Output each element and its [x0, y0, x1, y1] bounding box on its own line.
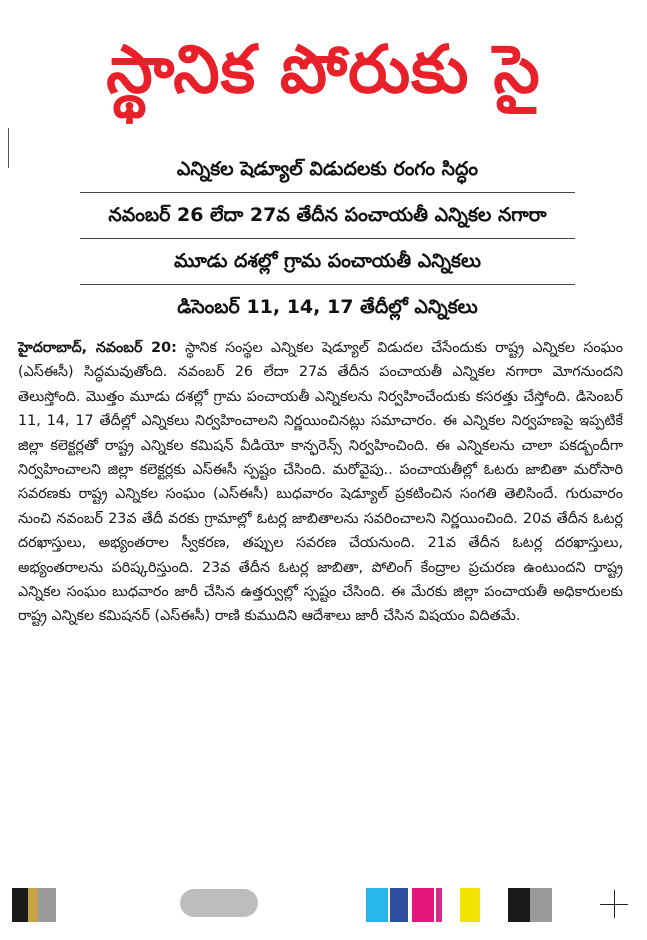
color-swatch — [508, 888, 530, 922]
headline: స్థానిక పోరుకు సై — [106, 31, 541, 108]
subheadline: డిసెంబర్ 11, 14, 17 తేదీల్లో ఎన్నికలు — [177, 296, 478, 318]
column-rule — [8, 128, 9, 168]
registration-pill — [180, 889, 258, 917]
subheadline: ఎన్నికల షెడ్యూల్ విడుదలకు రంగం సిద్ధం — [176, 158, 479, 180]
subheadlines — [25, 147, 630, 330]
dateline: హైదరాబాద్, నవంబర్ 20: — [18, 340, 177, 356]
color-swatch — [412, 888, 434, 922]
print-color-bar — [0, 880, 647, 940]
subheadline: నవంబర్ 26 లేదా 27వ తేదీన పంచాయతీ ఎన్నికల నగారా — [108, 204, 547, 226]
subheadline: మూడు దశల్లో గ్రామ పంచాయతీ ఎన్నికలు — [174, 250, 481, 272]
color-swatch — [436, 888, 442, 922]
body-text: స్థానిక సంస్థల ఎన్నికల షెడ్యూల్ విడుదల చేసేందుకు రాష్ట్ర ఎన్నికల సంఘం (ఎస్ఈసీ) సిద్ధమవుతోంది. నవంబర్ 26 లేదా 27వ తేదీన పంచాయతీ ఎన్నికల నగారా మోగనుందని తెలుస్తోంది. మొత్తం మూడు దశల్లో గ్రామ పంచాయతీ ఎన్నికలను నిర్వహించేందుకు కసరత్తు చేస్తోంది. డిసెంబర్ 11, 14, 17 తేదీల్లో ఎన్నికలు నిర్వహించాలని నిర్ణయించినట్లు సమాచారం. ఈ ఎన్నికల నిర్వహణపై ఇప్పటికే జిల్లా కలెక్టర్లతో రాష్ట్ర ఎన్నికల కమిషన్ వీడియో కాన్ఫరెన్స్ నిర్వహించింది. ఈ ఎన్నికలను చాలా పకడ్బందీగా నిర్వహించాలని జిల్లా కలెక్టర్లకు ఎస్ఈసీ స్పష్టం చేసింది. మరోవైపు.. పంచాయతీల్లో ఓటరు జాబితా మరోసారి సవరణకు రాష్ట్ర ఎన్నికల సంఘం (ఎస్ఈసీ) బుధవారం షెడ్యూల్ ప్రకటించిన సంగతి తెలిసిందే. గురువారం నుంచి నవంబర్ 23వ తేదీ వరకు గ్రామాల్లో ఓటర్ల జాబితాలను సవరించాలని నిర్ణయించింది. 20వ తేదీన ఓటర్ల దరఖాస్తులు, అభ్యంతరాల స్వీకరణ, తప్పుల సవరణ చేయనుంది. 21వ తేదీన ఓటర్ల దరఖాస్తులు, అభ్యంతరాలను పరిష్కరిస్తుంది. 23వ తేదీన ఓటర్ల జాబితా, పోలింగ్ కేంద్రాల ప్రచురణ ఉంటుందని రాష్ట్ర ఎన్నికల సంఘం బుధవారం జారీ చేసిన ఉత్తర్వుల్లో స్పష్టం చేసింది. ఈ మేరకు జిల్లా పంచాయతీ అధికారులకు రాష్ట్ర ఎన్నికల కమిషనర్ (ఎస్ఈసీ) రాణి కుముదిని ఆదేశాలు జారీ చేసిన విషయం విదితమే. — [18, 340, 624, 625]
color-swatch — [366, 888, 388, 922]
color-swatch — [28, 888, 38, 922]
color-swatch — [12, 888, 28, 922]
color-swatch — [390, 888, 408, 922]
color-swatch — [38, 888, 56, 922]
article-body — [18, 336, 623, 629]
color-swatch — [460, 888, 480, 922]
registration-mark — [614, 890, 615, 918]
color-swatch — [530, 888, 552, 922]
